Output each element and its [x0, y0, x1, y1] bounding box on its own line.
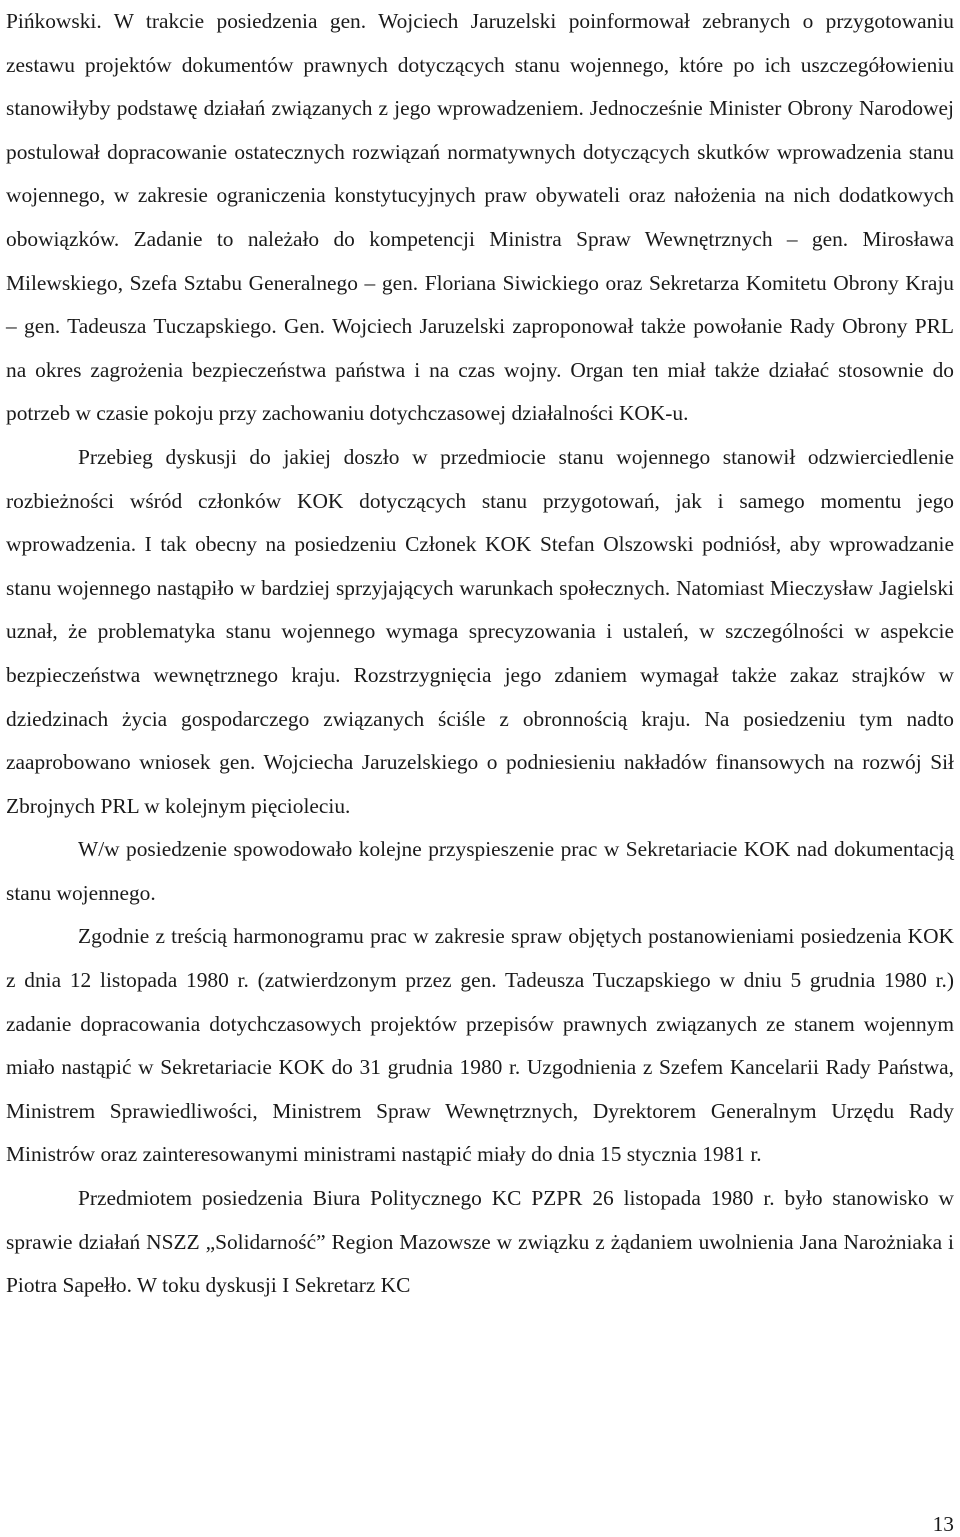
paragraph-4: Zgodnie z treścią harmonogramu prac w zakresie spraw objętych postanowieniami posiedzenia KOK z dnia 12 listopada 1980 r. (zatwierdzonym przez gen. Tadeusza Tuczapskiego w dniu 5 grudnia 1980 r.) zadanie dopracowania dotychczasowych projektów przepisów prawnych związanych ze stanem wojennym miało nastąpić w Sekretariacie KOK do 31 grudnia 1980 r. Uzgodnienia z Szefem Kancelarii Rady Państwa, Ministrem Sprawiedliwości, Ministrem Spraw Wewnętrznych, Dyrektorem Generalnym Urzędu Rady Ministrów oraz zainteresowanymi ministrami nastąpić miały do dnia 15 stycznia 1981 r.	[6, 924, 954, 1167]
paragraph-3: W/w posiedzenie spowodowało kolejne przyspieszenie prac w Sekretariacie KOK nad dokumentacją stanu wojennego.	[6, 837, 954, 905]
paragraph-2: Przebieg dyskusji do jakiej doszło w przedmiocie stanu wojennego stanowił odzwierciedlenie rozbieżności wśród członków KOK dotyczących stanu przygotowań, jak i samego momentu jego wprowadzenia. I tak obecny na posiedzeniu Członek KOK Stefan Olszowski podniósł, aby wprowadzanie stanu wojennego nastąpiło w bardziej sprzyjających warunkach społecznych. Natomiast Mieczysław Jagielski uznał, że problematyka stanu wojennego wymaga sprecyzowania i ustaleń, w szczególności w aspekcie bezpieczeństwa wewnętrznego kraju. Rozstrzygnięcia jego zdaniem wymagał także zakaz strajków w dziedzinach życia gospodarczego związanych ściśle z obronnością kraju. Na posiedzeniu tym nadto zaaprobowano wniosek gen. Wojciecha Jaruzelskiego o podniesieniu nakładów finansowych na rozwój Sił Zbrojnych PRL w kolejnym pięcioleciu.	[6, 444, 954, 818]
page-number: 13	[932, 1512, 954, 1536]
paragraph-1: Pińkowski. W trakcie posiedzenia gen. Wojciech Jaruzelski poinformował zebranych o przygotowaniu zestawu projektów dokumentów prawnych dotyczących stanu wojennego, które po ich uszczegółowieniu stanowiłyby podstawę działań związanych z jego wprowadzeniem. Jednocześnie Minister Obrony Narodowej postulował dopracowanie ostatecznych rozwiązań normatywnych dotyczących skutków wprowadzenia stanu wojennego, w zakresie ograniczenia konstytucyjnych praw obywateli oraz nałożenia na nich dodatkowych obowiązków. Zadanie to należało do kompetencji Ministra Spraw Wewnętrznych – gen. Mirosława Milewskiego, Szefa Sztabu Generalnego – gen. Floriana Siwickiego oraz Sekretarza Komitetu Obrony Kraju – gen. Tadeusza Tuczapskiego. Gen. Wojciech Jaruzelski zaproponował także powołanie Rady Obrony PRL na okres zagrożenia bezpieczeństwa państwa i na czas wojny. Organ ten miał także działać stosownie do potrzeb w czasie pokoju przy zachowaniu dotychczasowej działalności KOK-u.	[6, 9, 954, 426]
document-page	[6, 0, 954, 1308]
paragraph-5: Przedmiotem posiedzenia Biura Politycznego KC PZPR 26 listopada 1980 r. było stanowisko w sprawie działań NSZZ „Solidarność” Region Mazowsze w związku z żądaniem uwolnienia Jana Narożniaka i Piotra Sapełło. W toku dyskusji I Sekretarz KC	[6, 1186, 954, 1298]
